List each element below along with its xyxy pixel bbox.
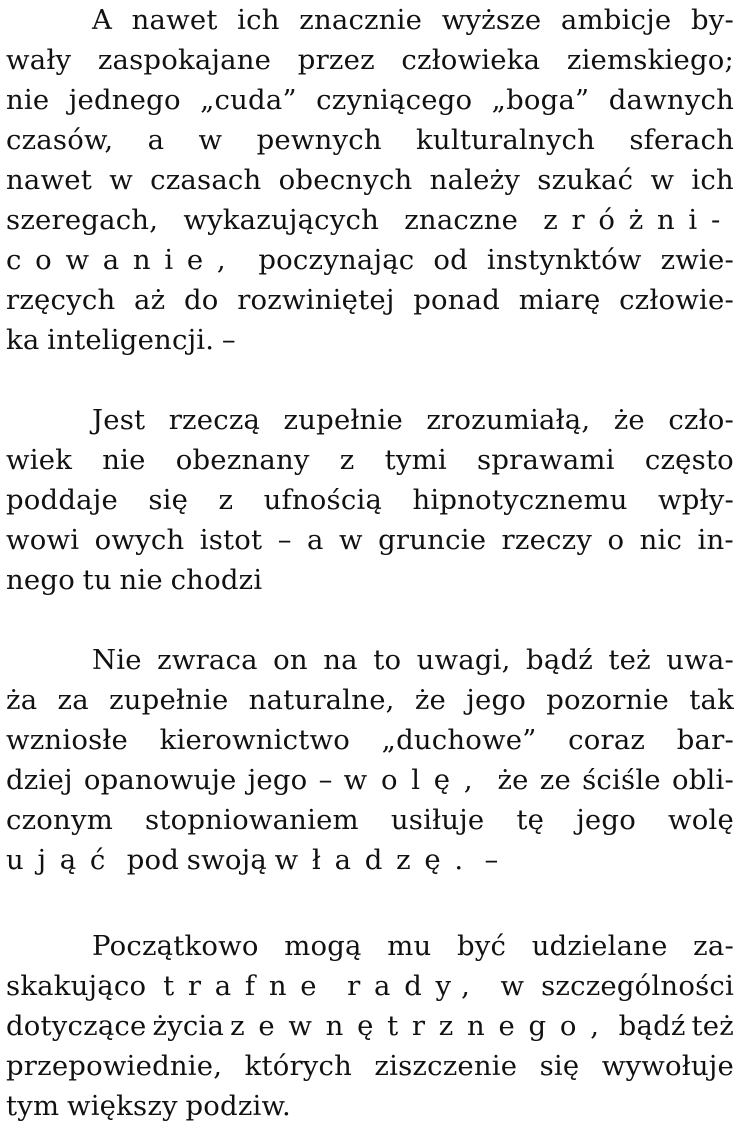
word: że xyxy=(414,684,447,716)
word: wały xyxy=(6,44,72,76)
word: nawet xyxy=(6,164,92,196)
word: mogą xyxy=(284,930,362,962)
text-line xyxy=(6,40,734,80)
word: jego xyxy=(247,764,308,796)
word: znacznie xyxy=(299,4,423,36)
word: ufnością xyxy=(263,484,383,516)
word: zupełnie xyxy=(283,404,403,436)
word: nego xyxy=(6,564,75,596)
word: ich xyxy=(237,4,280,36)
word: Jest xyxy=(92,404,146,436)
word: gruncie xyxy=(378,524,487,556)
text-line xyxy=(6,160,734,200)
word: inteligencji. xyxy=(47,324,215,356)
spaced-word: wolę, xyxy=(343,764,487,796)
word: czyniącego xyxy=(316,84,473,116)
text-line xyxy=(6,640,734,680)
text-line xyxy=(6,400,734,440)
text-line xyxy=(6,680,734,720)
word: w xyxy=(650,164,675,196)
word: ściśle xyxy=(582,764,661,796)
text-line xyxy=(6,240,734,280)
word: za- xyxy=(693,930,734,962)
word: wowi xyxy=(6,524,80,556)
word: ża xyxy=(6,684,38,716)
spaced-word: cowanie, xyxy=(6,244,240,276)
word: uwagi, xyxy=(416,644,511,676)
word: pod xyxy=(126,844,180,876)
word: jednego xyxy=(68,84,181,116)
word: dawnych xyxy=(608,84,734,116)
spaced-word: ująć xyxy=(6,844,120,876)
word: udzielane xyxy=(531,930,668,962)
word: zwie- xyxy=(660,244,734,276)
word: a xyxy=(307,524,324,556)
word: zupełnie xyxy=(109,684,229,716)
word: stopniowaniem xyxy=(145,804,359,836)
word: na xyxy=(323,644,358,676)
word: tymi xyxy=(384,444,447,476)
word: by- xyxy=(690,4,734,36)
text-line xyxy=(6,120,734,160)
word: że xyxy=(497,764,529,796)
word: tę xyxy=(516,804,545,836)
word: skakująco xyxy=(6,970,147,1002)
word: nie xyxy=(6,84,50,116)
text-line xyxy=(6,720,734,760)
word: obeznany xyxy=(175,444,310,476)
word: – xyxy=(221,324,236,356)
word: człowie- xyxy=(619,284,734,316)
word: dziej xyxy=(6,764,73,796)
word: swoją xyxy=(186,844,267,876)
word: być xyxy=(456,930,507,962)
word: tym xyxy=(6,1090,60,1122)
word: – xyxy=(484,844,499,876)
word: szeregach, xyxy=(6,204,159,236)
word: wpły- xyxy=(658,484,734,516)
word: pozornie xyxy=(546,684,669,716)
word: do xyxy=(183,284,219,316)
word: nie xyxy=(102,444,146,476)
word: też xyxy=(608,644,651,676)
word: wzniosłe xyxy=(6,724,128,756)
word: ponad xyxy=(413,284,501,316)
word: się xyxy=(539,1050,580,1082)
word: obli- xyxy=(671,764,734,796)
word: w xyxy=(198,124,223,156)
word: często xyxy=(644,444,734,476)
word: ambicje xyxy=(560,4,672,36)
word: chodzi xyxy=(170,564,263,596)
text-line xyxy=(6,480,734,520)
word: czonym xyxy=(6,804,113,836)
word: wiek xyxy=(6,444,73,476)
word: ziszczenie xyxy=(374,1050,518,1082)
spaced-word: trafne xyxy=(163,970,331,1002)
word: „duchowe” xyxy=(381,724,537,756)
word: to xyxy=(373,644,402,676)
word: owych xyxy=(94,524,185,556)
word: ka xyxy=(6,324,40,356)
word: on xyxy=(273,644,308,676)
word: których xyxy=(244,1050,353,1082)
word: podziw. xyxy=(185,1090,291,1122)
word: instynktów xyxy=(486,244,642,276)
word: opanowuje xyxy=(83,764,237,796)
word: większy xyxy=(66,1090,178,1122)
word: in- xyxy=(697,524,734,556)
word: zwraca xyxy=(157,644,258,676)
text-line xyxy=(6,280,734,320)
word: wyższe xyxy=(441,4,542,36)
word: poczynając xyxy=(258,244,415,276)
word: nic xyxy=(639,524,683,556)
word: kierownictwo xyxy=(159,724,351,756)
word: ich xyxy=(691,164,734,196)
word: usiłuje xyxy=(390,804,485,836)
word: bądź xyxy=(526,644,593,676)
word: przez xyxy=(297,44,375,76)
word: jego xyxy=(576,804,636,836)
word: w xyxy=(500,970,525,1002)
text-line xyxy=(6,520,734,560)
word: dotyczące xyxy=(6,1010,147,1042)
word: w xyxy=(339,524,363,556)
word: A xyxy=(92,4,113,36)
word: a xyxy=(147,124,165,156)
word: – xyxy=(277,524,292,556)
word: coraz xyxy=(568,724,646,756)
text-line xyxy=(6,440,734,480)
word: za xyxy=(57,684,89,716)
word: rzeczy xyxy=(501,524,593,556)
word: człowieka xyxy=(401,44,541,76)
word: tu xyxy=(82,564,112,596)
text-line xyxy=(6,1006,734,1046)
word: rzęcych xyxy=(6,284,116,316)
word: szczególności xyxy=(541,970,734,1002)
word: w xyxy=(109,164,133,196)
text-line xyxy=(6,320,734,360)
spaced-word: władzę. xyxy=(274,844,477,876)
word: tak xyxy=(689,684,734,716)
word: wywołuje xyxy=(601,1050,734,1082)
word: rozwiniętej xyxy=(237,284,395,316)
word: rzeczą xyxy=(168,404,261,436)
word: istot xyxy=(199,524,263,556)
word: z xyxy=(218,484,234,516)
word: hipnotycznemu xyxy=(412,484,628,516)
text-line xyxy=(6,0,734,40)
word: mu xyxy=(387,930,432,962)
word: się xyxy=(148,484,189,516)
word: uwa- xyxy=(666,644,734,676)
word: aż xyxy=(134,284,166,316)
spaced-word: zróżni- xyxy=(543,204,734,236)
text-line xyxy=(6,926,734,966)
spaced-word: rady, xyxy=(347,970,484,1002)
text-line xyxy=(6,760,734,800)
word: czło- xyxy=(668,404,734,436)
text-line xyxy=(6,840,734,880)
word: sferach xyxy=(629,124,734,156)
word: czasów, xyxy=(6,124,114,156)
text-line xyxy=(6,1086,734,1126)
word: od xyxy=(433,244,468,276)
word: Nie xyxy=(92,644,142,676)
word: miarę xyxy=(518,284,601,316)
word: „cuda” xyxy=(200,84,297,116)
text-line xyxy=(6,80,734,120)
word: przepowiednie, xyxy=(6,1050,223,1082)
word: też xyxy=(691,1010,734,1042)
text-line xyxy=(6,560,734,600)
word: sprawami xyxy=(477,444,615,476)
word: Początkowo xyxy=(92,930,259,962)
word: wykazujących xyxy=(183,204,380,236)
word: wolę xyxy=(668,804,734,836)
word: bar- xyxy=(676,724,734,756)
word: zrozumiałą, xyxy=(426,404,591,436)
word: znaczne xyxy=(404,204,519,236)
word: czasach xyxy=(150,164,262,196)
word: nawet xyxy=(131,4,218,36)
word: obecnych xyxy=(278,164,413,196)
text-line xyxy=(6,966,734,1006)
word: ze xyxy=(539,764,571,796)
word: „boga” xyxy=(491,84,590,116)
text-line xyxy=(6,800,734,840)
word: szukać xyxy=(537,164,634,196)
word: z xyxy=(339,444,355,476)
text-line xyxy=(6,1046,734,1086)
word: kulturalnych xyxy=(416,124,596,156)
word: zaspokajane xyxy=(97,44,272,76)
spaced-word: zewnętrznego, xyxy=(230,1010,613,1042)
word: poddaje xyxy=(6,484,118,516)
word: jego xyxy=(466,684,527,716)
text-line xyxy=(6,200,734,240)
word: nie xyxy=(119,564,163,596)
word: pewnych xyxy=(256,124,382,156)
word: bądź xyxy=(618,1010,686,1042)
word: należy xyxy=(429,164,521,196)
word: – xyxy=(318,764,333,796)
word: o xyxy=(607,524,625,556)
word: życia xyxy=(152,1010,225,1042)
word: ziemskiego; xyxy=(566,44,734,76)
word: że xyxy=(613,404,645,436)
word: naturalne, xyxy=(248,684,395,716)
